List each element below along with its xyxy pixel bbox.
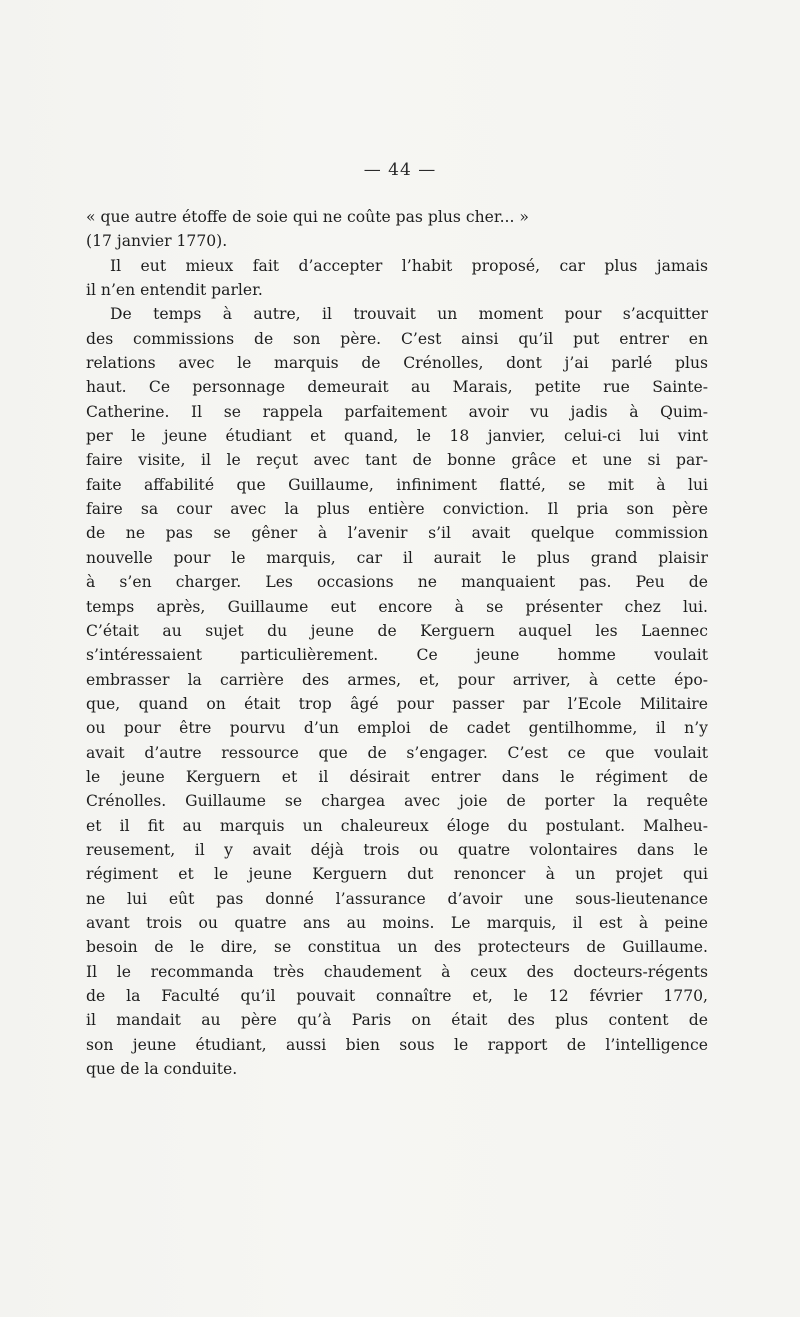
text-line: Il eut mieux fait d’accepter l’habit proposé, car plus jamais [110,256,708,275]
text-line: avait d’autre ressource que de s’engager. C’est ce que voulait [86,743,708,762]
page-number: — 44 — [363,160,437,180]
text-line: et il fit au marquis un chaleureux éloge du postulant. Malheu- [86,816,708,835]
text-line: besoin de le dire, se constitua un des protecteurs de Guillaume. [86,938,708,957]
text-line: faire visite, il le reçut avec tant de bonne grâce et une si par- [86,451,708,470]
text-line: (17 janvier 1770). [86,232,228,251]
text-line: que, quand on était trop âgé pour passer par l’Ecole Militaire [86,694,708,713]
text-line: « que autre étoffe de soie qui ne coûte pas plus cher... » [86,208,529,226]
text-line: relations avec le marquis de Crénolles, dont j’ai parlé plus [86,354,708,373]
text-line: régiment et le jeune Kerguern dut renoncer à un projet qui [86,865,708,884]
text-line: faite affabilité que Guillaume, infiniment flatté, se mit à lui [86,475,708,494]
text-line: haut. Ce personnage demeurait au Marais, petite rue Sainte- [86,378,708,397]
text-line: faire sa cour avec la plus entière conviction. Il pria son père [86,500,708,519]
text-line: s’intéressaient particulièrement. Ce jeune homme voulait [86,646,708,665]
text-line: avant trois ou quatre ans au moins. Le marquis, il est à peine [86,913,708,932]
body-text [86,205,708,1081]
text-line: Crénolles. Guillaume se chargea avec joie de porter la requête [86,792,708,811]
text-line: des commissions de son père. C’est ainsi qu’il put entrer en [86,329,708,348]
text-line: à s’en charger. Les occasions ne manquaient pas. Peu de [86,573,708,592]
text-line: son jeune étudiant, aussi bien sous le rapport de l’intelligence [86,1035,708,1054]
text-line: temps après, Guillaume eut encore à se présenter chez lui. [86,597,708,616]
text-line: de ne pas se gêner à l’avenir s’il avait quelque commission [86,524,708,543]
text-line: que de la conduite. [86,1060,238,1079]
text-line: per le jeune étudiant et quand, le 18 janvier, celui-ci lui vint [86,427,708,446]
text-line: C’était au sujet du jeune de Kerguern auquel les Laennec [86,621,708,640]
text-line: il n’en entendit parler. [86,281,263,300]
text-line: Il le recommanda très chaudement à ceux des docteurs-régents [86,962,708,981]
text-line: reusement, il y avait déjà trois ou quatre volontaires dans le [86,840,708,859]
text-line: embrasser la carrière des armes, et, pour arriver, à cette épo- [86,670,708,689]
text-line: le jeune Kerguern et il désirait entrer dans le régiment de [86,767,708,786]
text-line: de la Faculté qu’il pouvait connaître et, le 12 février 1770, [86,987,708,1005]
text-line: il mandait au père qu’à Paris on était des plus content de [86,1011,708,1030]
text-line: ou pour être pourvu d’un emploi de cadet gentilhomme, il n’y [86,719,708,738]
text-line: nouvelle pour le marquis, car il aurait le plus grand plaisir [86,548,708,567]
text-line: De temps à autre, il trouvait un moment pour s’acquitter [110,305,708,324]
text-line: Catherine. Il se rappela parfaitement avoir vu jadis à Quim- [86,402,708,421]
text-line: ne lui eût pas donné l’assurance d’avoir une sous-lieutenance [86,889,708,908]
